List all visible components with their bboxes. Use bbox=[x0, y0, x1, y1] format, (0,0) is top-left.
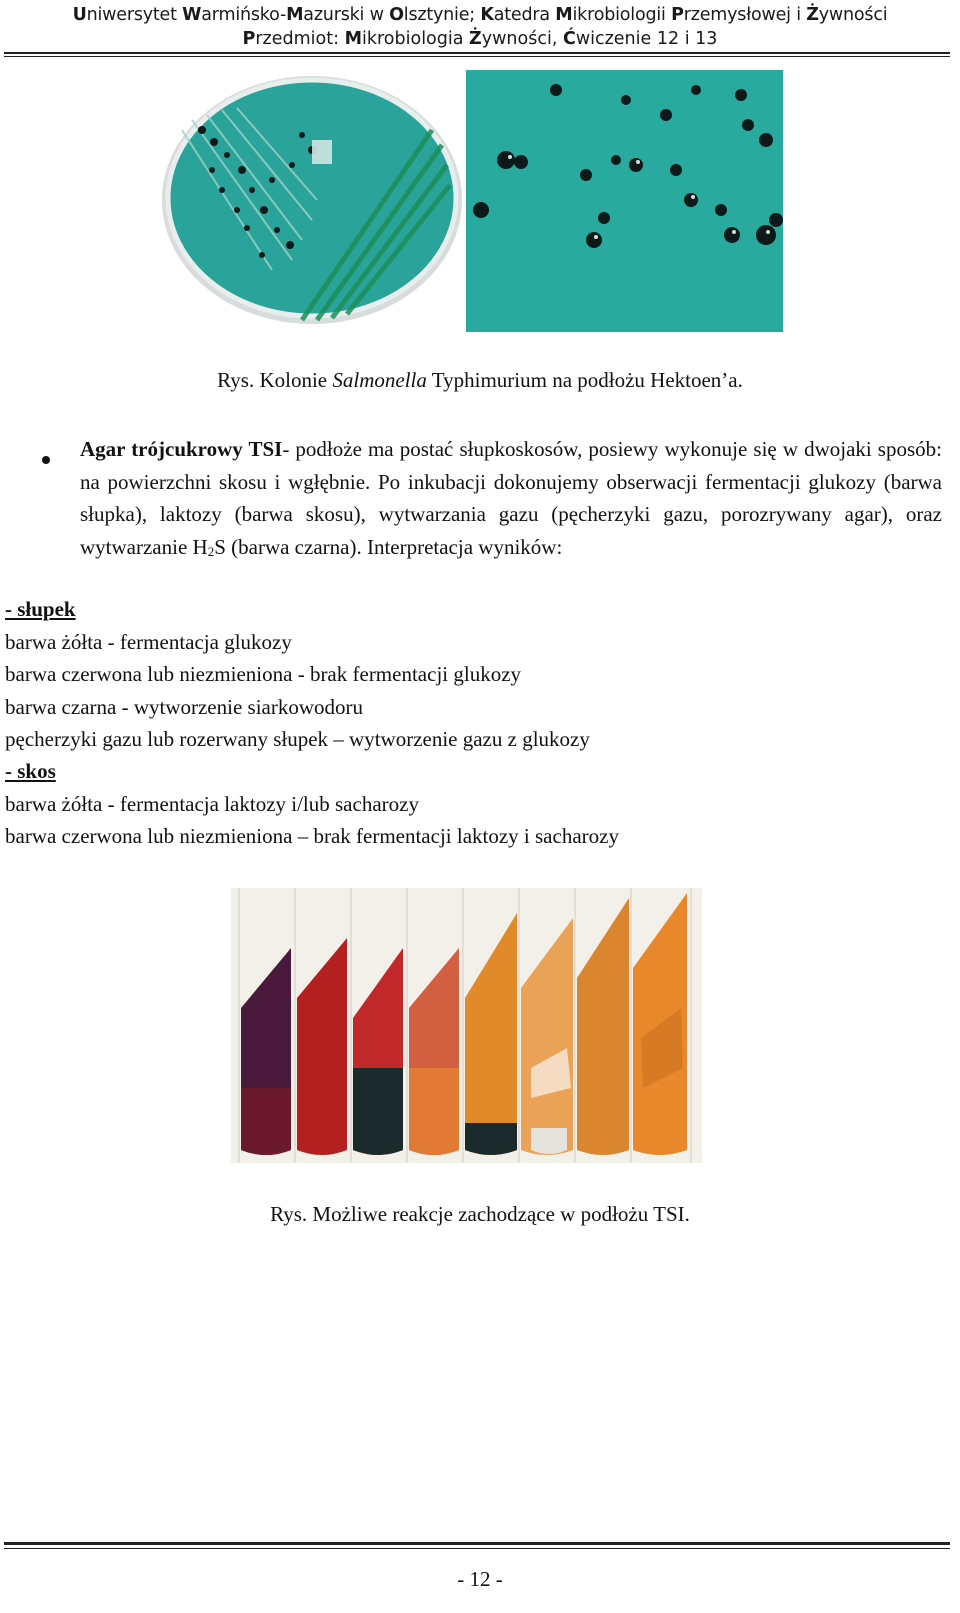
header-initial: U bbox=[72, 5, 87, 25]
figure1-caption-after: Typhimurium na podłożu Hektoen’a. bbox=[426, 368, 743, 392]
header-initial: M bbox=[344, 29, 362, 49]
figure1-caption-italic: Salmonella bbox=[332, 368, 427, 392]
tsi-tubes-photo bbox=[231, 888, 702, 1163]
tsi-subscript: 2 bbox=[207, 543, 215, 559]
header-rule-top bbox=[4, 52, 950, 54]
tsi-paragraph bbox=[80, 433, 942, 563]
bullet-icon bbox=[42, 456, 50, 464]
header-initial: Ż bbox=[806, 5, 819, 25]
petri-dish-photo bbox=[152, 70, 468, 332]
slupek-item-1: barwa żółta - fermentacja glukozy bbox=[5, 630, 292, 654]
header-institution-text: Uniwersytet Warmińsko-Mazurski w Olsztynie; Katedra Mikrobiologii Przemysłowej i Żywności bbox=[72, 5, 888, 25]
skos-item-1: barwa żółta - fermentacja laktozy i/lub sacharozy bbox=[5, 792, 419, 816]
header-course-text: Przedmiot: Mikrobiologia Żywności, Ćwiczenie 12 i 13 bbox=[242, 29, 718, 49]
colonies-closeup-photo bbox=[466, 70, 783, 332]
header-initial: P bbox=[671, 5, 684, 25]
footer-rule-top bbox=[4, 1542, 950, 1545]
tsi-text-part1: - podłoże ma postać słupkoskosów, posiewy wykonuje się w dwojaki sposób: na powierzchni skosu i wgłębnie. Po inkubacji dokonujemy obserwacji fermentacji glukozy (barwa słupka), laktozy (barwa skosu), wytwarzania gazu (pęcherzyki gazu, porozrywany agar), oraz wytwarzanie H bbox=[80, 437, 942, 559]
header-initial: W bbox=[182, 5, 202, 25]
header-initial: Ż bbox=[469, 29, 482, 49]
page-number: - 12 - bbox=[457, 1567, 503, 1591]
footer-rule-bottom bbox=[4, 1548, 950, 1549]
skos-heading: - skos bbox=[5, 759, 56, 783]
slupek-item-3: barwa czarna - wytworzenie siarkowodoru bbox=[5, 695, 364, 719]
figure2-caption: Rys. Możliwe reakcje zachodzące w podłożu TSI. bbox=[270, 1202, 690, 1226]
tsi-text-part2: S (barwa czarna). Interpretacja wyników: bbox=[214, 534, 563, 559]
figure1-caption-before: Rys. Kolonie bbox=[217, 368, 333, 392]
header-institution bbox=[0, 5, 960, 25]
header-initial: K bbox=[480, 5, 494, 25]
skos-item-2: barwa czerwona lub niezmieniona – brak fermentacji laktozy i sacharozy bbox=[5, 824, 619, 848]
slupek-item-4: pęcherzyki gazu lub rozerwany słupek – wytworzenie gazu z glukozy bbox=[5, 727, 590, 751]
header-initial: M bbox=[555, 5, 573, 25]
header-course bbox=[0, 29, 960, 49]
figure1-caption bbox=[0, 368, 960, 393]
header-initial: O bbox=[389, 5, 404, 25]
header-rule-bottom bbox=[4, 56, 950, 57]
slupek-heading: - słupek bbox=[5, 597, 76, 621]
slupek-item-2: barwa czerwona lub niezmieniona - brak fermentacji glukozy bbox=[5, 662, 522, 686]
header-initial: M bbox=[286, 5, 304, 25]
header-initial: Ć bbox=[562, 29, 576, 49]
tsi-title: Agar trójcukrowy TSI bbox=[80, 437, 283, 461]
header-initial: P bbox=[242, 29, 256, 49]
